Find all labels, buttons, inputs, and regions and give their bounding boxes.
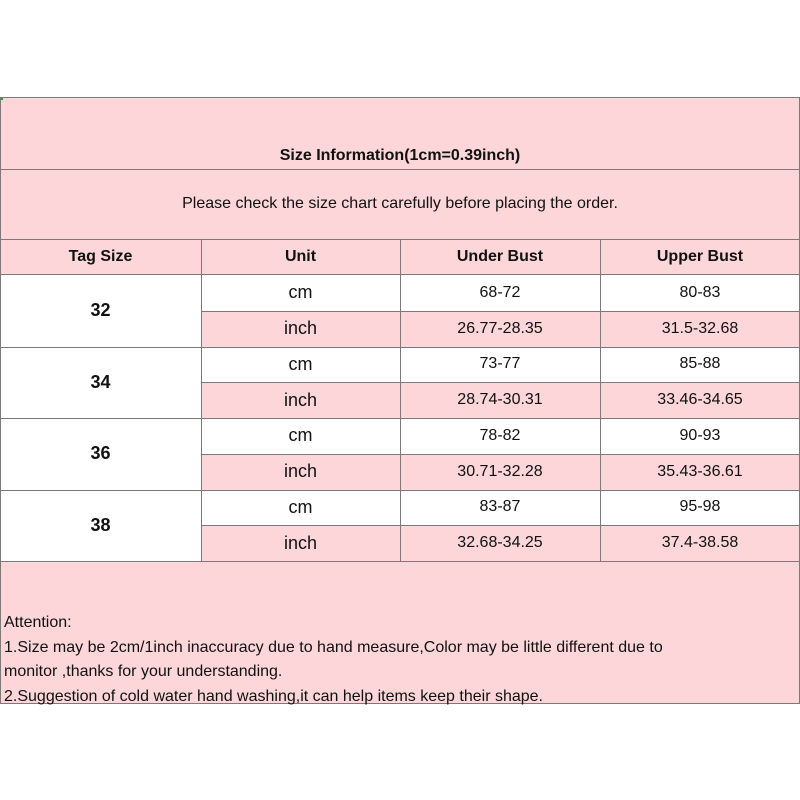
under-bust-cell: 26.77-28.35 [400, 311, 600, 347]
upper-bust-cell: 95-98 [600, 490, 800, 526]
attention-line-1a: 1.Size may be 2cm/1inch inaccuracy due to hand measure,Color may be little different due to [4, 638, 663, 656]
tag-size-cell: 34 [0, 347, 201, 419]
under-bust-cell: 83-87 [400, 490, 600, 526]
header-upper-bust: Upper Bust [656, 248, 744, 265]
under-bust-cell: 78-82 [400, 418, 600, 454]
tag-size-cell: 38 [0, 490, 201, 562]
grid-line [600, 239, 601, 561]
upper-bust-cell: 37.4-38.58 [600, 525, 800, 561]
attention-section [4, 611, 794, 709]
upper-bust-cell: 85-88 [600, 347, 800, 383]
grid-line [201, 525, 800, 526]
unit-cell: inch [201, 525, 400, 561]
unit-cell: cm [201, 275, 400, 311]
upper-bust-cell: 33.46-34.65 [600, 382, 800, 418]
grid-line [201, 382, 800, 383]
upper-bust-cell: 35.43-36.61 [600, 454, 800, 490]
header-unit: Unit [284, 248, 317, 265]
unit-cell: inch [201, 454, 400, 490]
tag-size-cell: 32 [0, 275, 201, 347]
grid-line [0, 561, 800, 562]
unit-cell: cm [201, 418, 400, 454]
under-bust-cell: 30.71-32.28 [400, 454, 600, 490]
attention-line-2: 2.Suggestion of cold water hand washing,it can help items keep their shape. [4, 687, 543, 705]
unit-cell: cm [201, 490, 400, 526]
attention-heading: Attention: [4, 614, 72, 631]
header-under-bust: Under Bust [456, 248, 544, 265]
unit-cell: cm [201, 347, 400, 383]
upper-bust-cell: 90-93 [600, 418, 800, 454]
header-tag-size: Tag Size [68, 248, 133, 265]
under-bust-cell: 32.68-34.25 [400, 525, 600, 561]
under-bust-cell: 73-77 [400, 347, 600, 383]
grid-line [201, 454, 800, 455]
under-bust-cell: 68-72 [400, 275, 600, 311]
tag-size-cell: 36 [0, 418, 201, 490]
unit-cell: inch [201, 311, 400, 347]
grid-line [400, 239, 401, 561]
order-notice: Please check the size chart carefully before placing the order. [182, 195, 618, 212]
unit-cell: inch [201, 382, 400, 418]
chart-title: Size Information(1cm=0.39inch) [279, 147, 521, 164]
attention-line-1b: monitor ,thanks for your understanding. [4, 663, 283, 680]
grid-line [0, 97, 1, 704]
under-bust-cell: 28.74-30.31 [400, 382, 600, 418]
grid-line [201, 311, 800, 312]
grid-line [0, 97, 800, 98]
upper-bust-cell: 31.5-32.68 [600, 311, 800, 347]
grid-line [201, 239, 202, 561]
upper-bust-cell: 80-83 [600, 275, 800, 311]
grid-line [0, 169, 800, 170]
